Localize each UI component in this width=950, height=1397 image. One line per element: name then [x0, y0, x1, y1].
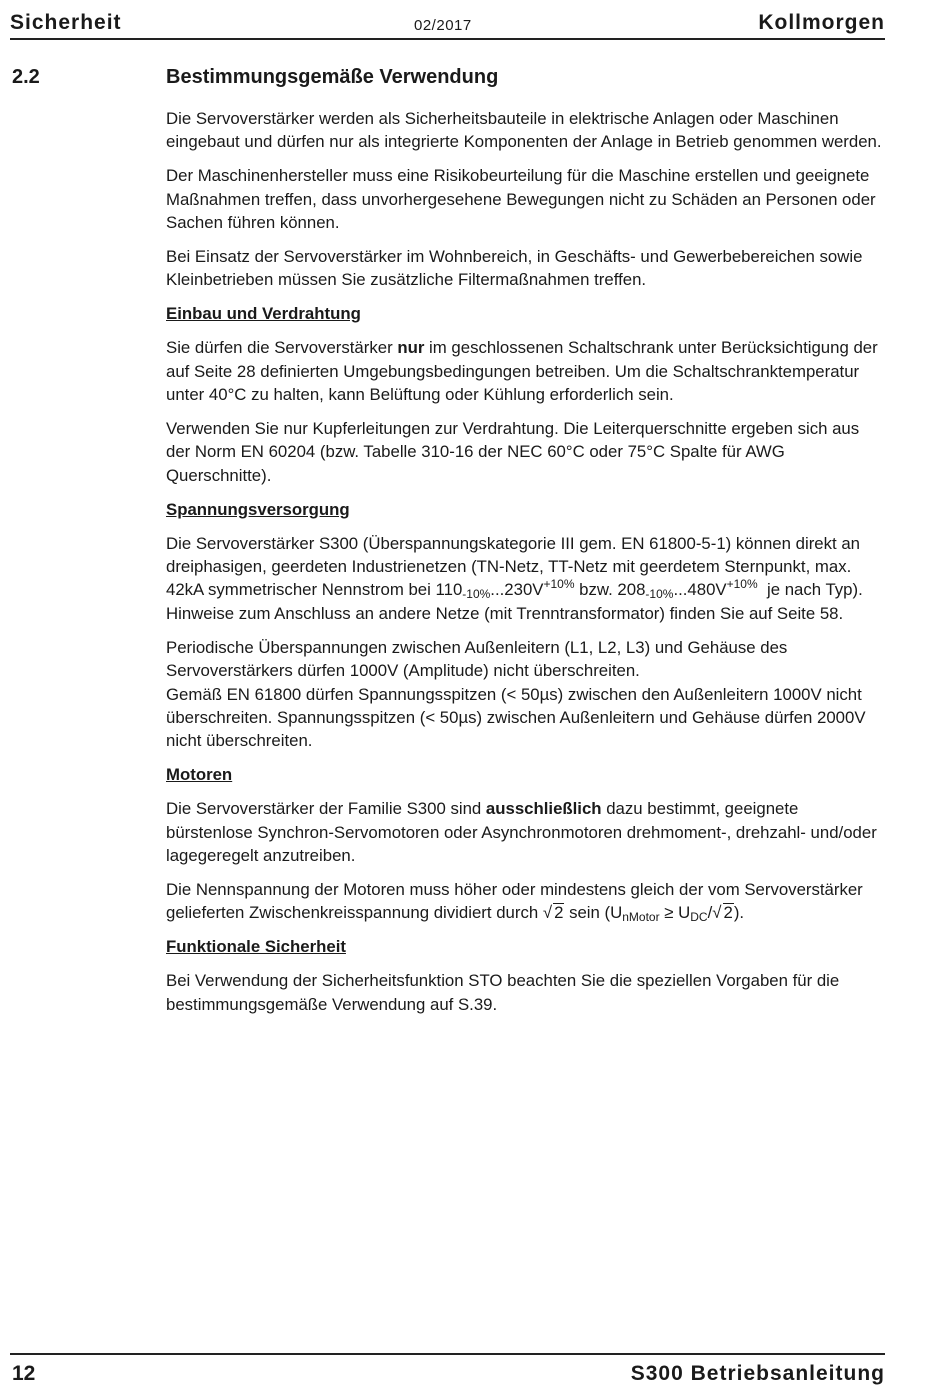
page-header	[10, 8, 885, 40]
paragraph-intro-3: Bei Einsatz der Servoverstärker im Wohnbereich, in Geschäfts- und Gewerbebereichen sowie Kleinbetrieben müssen Sie zusätzliche Filtermaßnahmen treffen.	[166, 247, 863, 290]
text-run: ...230V	[490, 580, 544, 600]
text-run: je nach Typ). Hinweise zum Anschluss an andere Netze (mit Trenntransformator) finden Sie auf Seite 58.	[166, 580, 868, 623]
document-title: S300 Betriebsanleitung	[630, 1362, 885, 1385]
text-run: Die Servoverstärker S300 (Überspannungskategorie III gem. EN 61800-5-1) können direkt an dreiphasigen, geerdeten Industrienetzen (TN-Netz, TT-Netz mit geerdetem Sternpunkt, max. 42kA symmetrischer Nennstrom bei 110	[166, 533, 860, 600]
sqrt-symbol: √	[712, 903, 722, 923]
paragraph-funktional-1: Bei Verwendung der Sicherheitsfunktion STO beachten Sie die speziellen Vorgaben für die bestimmungsgemäße Verwendung auf S.39.	[166, 971, 840, 1014]
paragraph-intro-2: Der Maschinenhersteller muss eine Risikobeurteilung für die Maschine erstellen und geeignete Maßnahmen treffen, dass unvorhergesehene Bewegungen nicht zu Schäden an Personen oder Sachen führen können.	[166, 166, 876, 233]
paragraph-einbau-1	[166, 336, 886, 406]
text-run: ≥ U	[659, 903, 691, 923]
page-number: 12	[12, 1362, 36, 1385]
emphasis-text: nur	[397, 338, 425, 358]
paragraph-spannung-2	[166, 636, 886, 753]
text-run: /	[707, 903, 713, 923]
text-run: dazu bestimmt, geeignete bürstenlose Synchron-Servomotoren oder Asynchronmotoren drehmoment-, drehzahl- und/oder lagegeregelt anzutreiben.	[166, 799, 877, 865]
paragraph-motoren-1	[166, 797, 886, 867]
text-run: ...480V	[673, 580, 727, 600]
paragraph-motoren-2	[166, 878, 886, 925]
text-run: bzw. 208	[574, 580, 646, 600]
emphasis-text: ausschließlich	[485, 799, 602, 819]
header-brand: Kollmorgen	[758, 11, 885, 34]
sqrt-symbol: √	[542, 903, 553, 923]
superscript: +10%	[726, 577, 758, 592]
text-run: Sie dürfen die Servoverstärker	[166, 338, 398, 358]
text-run: Gemäß EN 61800 dürfen Spannungsspitzen (< 50µs) zwischen den Außenleitern 1000V nicht überschreiten. Spannungsspitzen (< 50µs) zwischen Außenleitern und Gehäuse dürfen 2000V nicht überschreiten.	[166, 684, 866, 751]
subscript: -10%	[645, 587, 674, 602]
text-run: im geschlossenen Schaltschrank unter Berücksichtigung der auf Seite 28 definierten Umgebungsbedingungen betreiben. Um die Schaltschranktemperatur unter 40°C zu halten, kann Belüftung oder Kühlung erforderlich sein.	[166, 338, 878, 405]
section-title: Bestimmungsgemäße Verwendung	[166, 66, 499, 88]
sqrt-radicand: 2	[554, 903, 564, 923]
header-section: Sicherheit	[10, 11, 122, 34]
subscript: -10%	[462, 587, 491, 602]
text-run: Die Servoverstärker der Familie S300 sind	[166, 799, 486, 819]
heading-funktional: Funktionale Sicherheit	[166, 937, 346, 957]
heading-einbau: Einbau und Verdrahtung	[166, 304, 361, 324]
paragraph-spannung-1	[166, 532, 886, 626]
paragraph-einbau-2: Verwenden Sie nur Kupferleitungen zur Verdrahtung. Die Leiterquerschnitte ergeben sich aus der Norm EN 60204 (bzw. Tabelle 310-16 der NEC 60°C oder 75°C Spalte für AWG Querschnitte).	[166, 418, 860, 485]
superscript: +10%	[543, 577, 575, 592]
text-run: Die Nennspannung der Motoren muss höher oder mindestens gleich der vom Servoverstärker gelieferten Zwischenkreisspannung dividiert durch	[166, 879, 863, 923]
subscript: DC	[690, 910, 708, 925]
text-run: sein (U	[564, 903, 623, 923]
header-date: 02/2017	[414, 17, 472, 34]
sqrt-radicand: 2	[723, 903, 733, 923]
section-number: 2.2	[12, 66, 40, 88]
paragraph-intro-1: Die Servoverstärker werden als Sicherheitsbauteile in elektrische Anlagen oder Maschinen eingebaut und dürfen nur als integrierte Komponenten der Anlage in Betrieb genommen werden.	[166, 109, 882, 152]
heading-spannung: Spannungsversorgung	[166, 499, 350, 519]
text-run: ).	[733, 903, 745, 923]
text-run: Periodische Überspannungen zwischen Außenleitern (L1, L2, L3) und Gehäuse des Servoverstärkers dürfen 1000V (Amplitude) nicht überschreiten.	[166, 637, 788, 681]
body-content	[166, 107, 886, 1026]
page-footer	[10, 1353, 885, 1385]
subscript: nMotor	[622, 910, 660, 925]
heading-motoren: Motoren	[166, 765, 233, 785]
